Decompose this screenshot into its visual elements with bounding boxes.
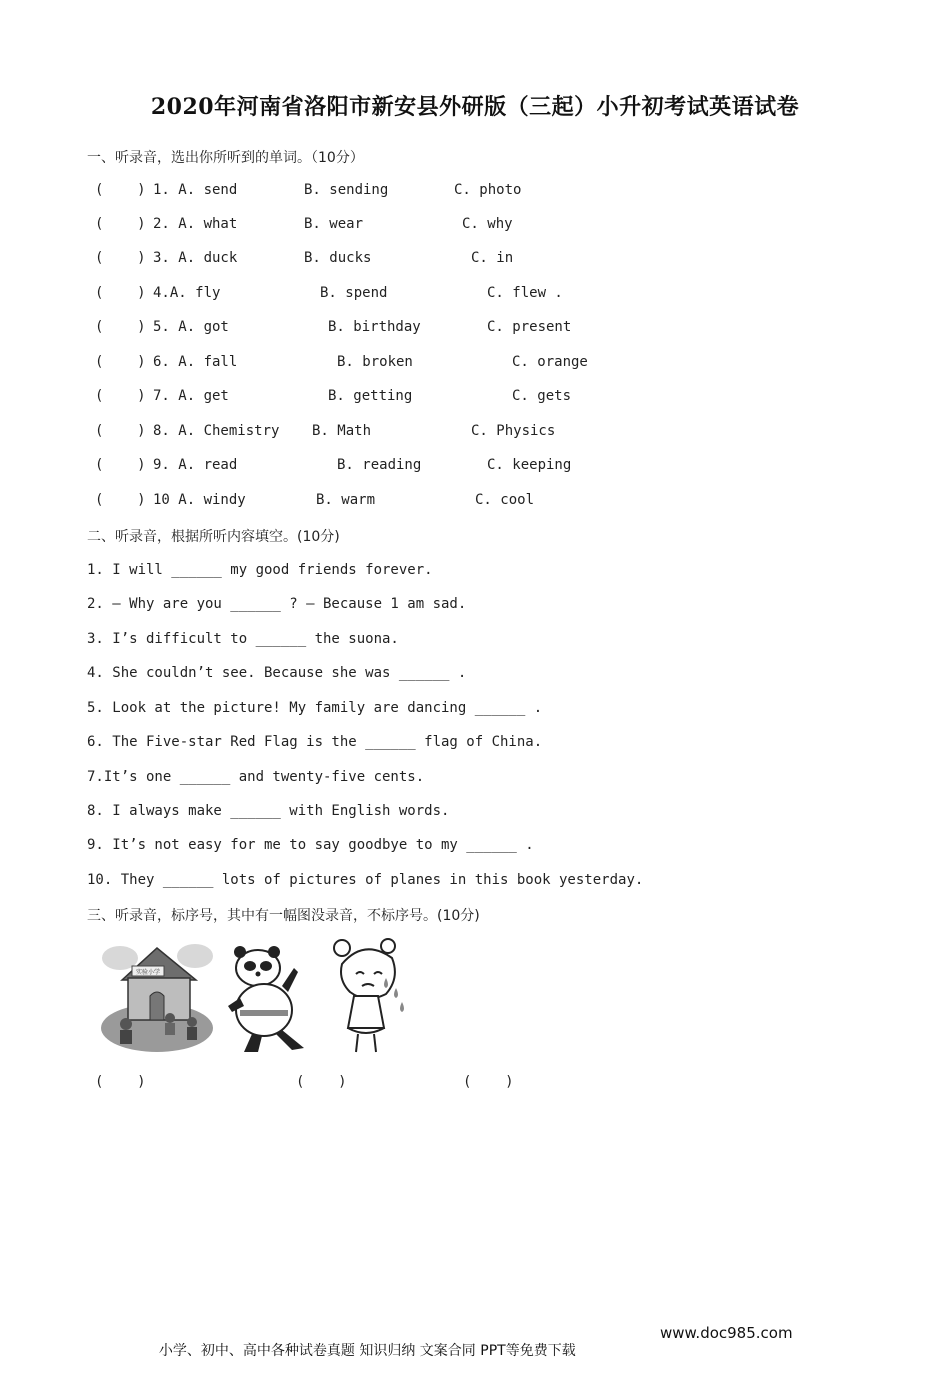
- option-b: B. ducks: [304, 250, 372, 266]
- list-item: [87, 319, 572, 339]
- option-c: C. why: [462, 216, 513, 232]
- page-title: 2020年河南省洛阳市新安县外研版（三起）小升初考试英语试卷: [150, 94, 800, 120]
- answer-paren[interactable]: ( ): [95, 388, 146, 404]
- option-c: C. photo: [454, 182, 522, 198]
- fill-blank-item: 10. They ______ lots of pictures of planes in this book yesterday.: [87, 872, 644, 888]
- option-b: B. spend: [320, 285, 388, 301]
- option-b: B. warm: [316, 492, 376, 508]
- option-a: 8. A. Chemistry: [153, 423, 280, 439]
- answer-paren[interactable]: ( ): [95, 285, 146, 301]
- list-item: [87, 182, 522, 202]
- fill-blank-item: 3. I’s difficult to ______ the suona.: [87, 631, 399, 647]
- fill-blank-item: 6. The Five-star Red Flag is the ______ flag of China.: [87, 734, 543, 750]
- answer-paren[interactable]: ( ): [95, 423, 146, 439]
- option-c: C. flew .: [487, 285, 563, 301]
- picture-answer-paren[interactable]: ( ): [296, 1074, 347, 1090]
- option-a: 10 A. windy: [153, 492, 246, 508]
- section2-heading: 二、听录音，根据所听内容填空。(10分): [87, 529, 340, 545]
- list-item: [87, 492, 535, 512]
- option-b: B. reading: [337, 457, 422, 473]
- answer-paren[interactable]: ( ): [95, 457, 146, 473]
- option-c: C. Physics: [471, 423, 556, 439]
- option-a: 9. A. read: [153, 457, 238, 473]
- option-a: 6. A. fall: [153, 354, 238, 370]
- page-footer: [150, 1324, 793, 1376]
- option-a: 4.A. fly: [153, 285, 221, 301]
- list-item: [87, 285, 563, 305]
- option-a: 3. A. duck: [153, 250, 238, 266]
- footer-url[interactable]: www.doc985.com: [660, 1324, 793, 1342]
- list-item: [87, 354, 588, 374]
- answer-paren[interactable]: ( ): [95, 250, 146, 266]
- crying-girl-picture: [330, 938, 420, 1056]
- option-a: 2. A. what: [153, 216, 238, 232]
- option-a: 5. A. got: [153, 319, 229, 335]
- list-item: [87, 423, 556, 443]
- fill-blank-item: 9. It’s not easy for me to say goodbye to my ______ .: [87, 837, 534, 853]
- picture-answer-paren[interactable]: ( ): [463, 1074, 514, 1090]
- fill-blank-item: 4. She couldn’t see. Because she was ______ .: [87, 665, 467, 681]
- fill-blank-item: 7.It’s one ______ and twenty-five cents.: [87, 769, 425, 785]
- option-c: C. in: [471, 250, 514, 266]
- answer-paren[interactable]: ( ): [95, 492, 146, 508]
- option-b: B. getting: [328, 388, 413, 404]
- fill-blank-item: 1. I will ______ my good friends forever.: [87, 562, 433, 578]
- answer-paren[interactable]: ( ): [95, 182, 146, 198]
- option-c: C. orange: [512, 354, 588, 370]
- footer-text: 小学、初中、高中各种试卷真题 知识归纳 文案合同 PPT等免费下载: [158, 1343, 576, 1359]
- panda-picture: [222, 938, 317, 1056]
- fill-blank-item: 8. I always make ______ with English words.: [87, 803, 450, 819]
- fill-blank-item: 2. — Why are you ______ ? — Because 1 am sad.: [87, 596, 467, 612]
- option-c: C. cool: [475, 492, 535, 508]
- option-b: B. sending: [304, 182, 389, 198]
- answer-paren[interactable]: ( ): [95, 354, 146, 370]
- list-item: [87, 216, 513, 236]
- answer-paren[interactable]: ( ): [95, 216, 146, 232]
- option-c: C. gets: [512, 388, 572, 404]
- option-a: 1. A. send: [153, 182, 238, 198]
- fill-blank-item: 5. Look at the picture! My family are dancing ______ .: [87, 700, 543, 716]
- option-b: B. broken: [337, 354, 413, 370]
- section3-heading: 三、听录音，标序号，其中有一幅图没录音，不标序号。(10分): [87, 908, 480, 924]
- list-item: [87, 250, 514, 270]
- school-sign: 实验小学: [135, 969, 161, 976]
- list-item: [87, 457, 572, 477]
- option-b: B. wear: [304, 216, 364, 232]
- picture-answer-paren[interactable]: ( ): [95, 1074, 146, 1090]
- answer-paren[interactable]: ( ): [95, 319, 146, 335]
- option-b: B. birthday: [328, 319, 421, 335]
- school-house-picture: [100, 938, 215, 1054]
- option-a: 7. A. get: [153, 388, 229, 404]
- list-item: [87, 388, 572, 408]
- option-c: C. present: [487, 319, 572, 335]
- section1-heading: 一、听录音，选出你所听到的单词。（10分）: [87, 150, 364, 166]
- option-c: C. keeping: [487, 457, 572, 473]
- option-b: B. Math: [312, 423, 372, 439]
